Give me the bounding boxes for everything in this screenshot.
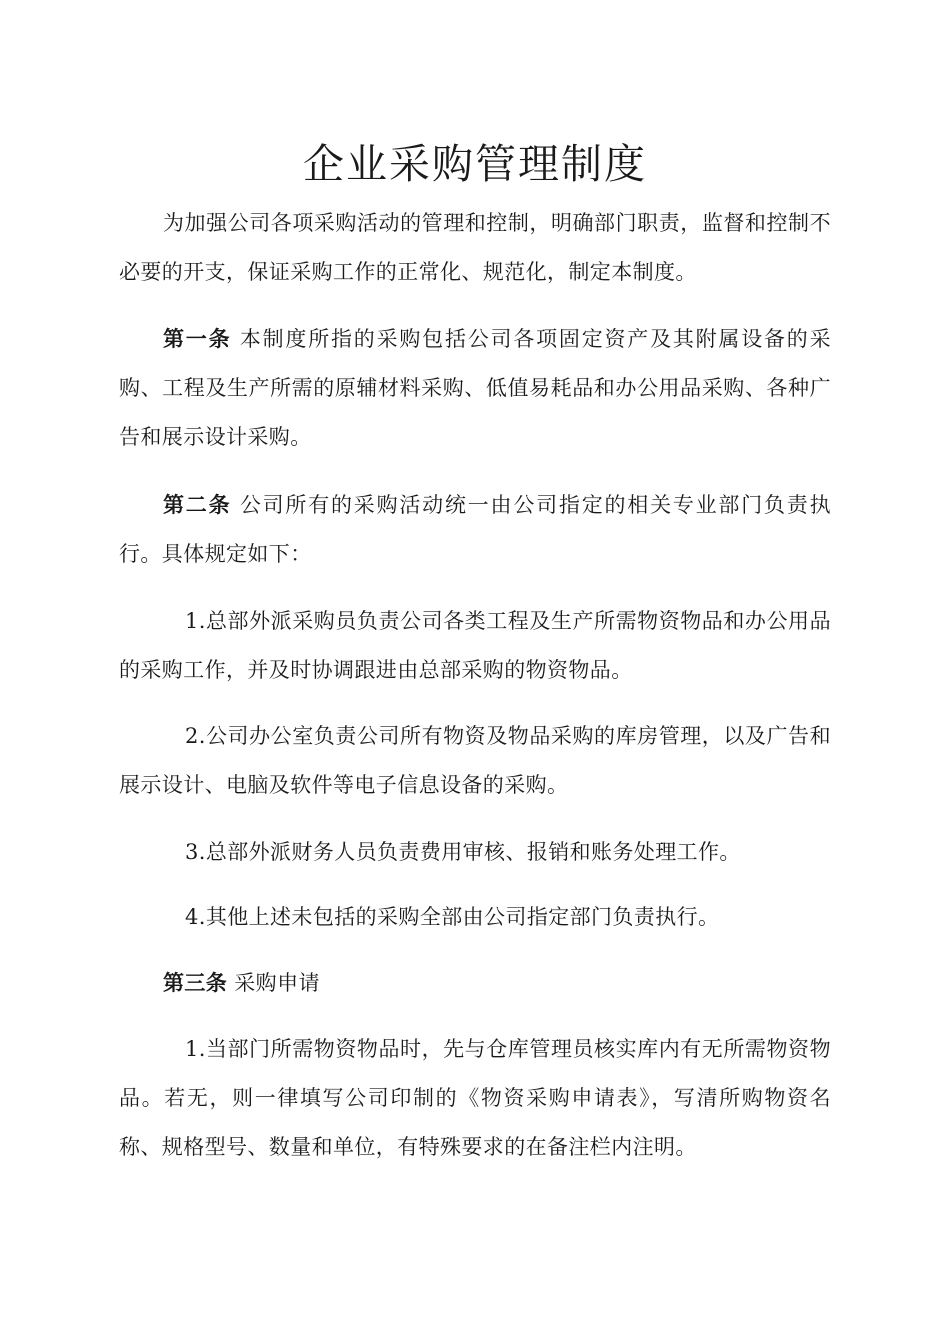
- article-2-item-1: 1.总部外派采购员负责公司各类工程及生产所需物资物品和办公用品的采购工作，并及时协调跟进由总部采购的物资物品。: [119, 609, 831, 682]
- article-2-item-4: 4.其他上述未包括的采购全部由公司指定部门负责执行。: [185, 905, 720, 929]
- article-1-text: 本制度所指的采购包括公司各项固定资产及其附属设备的采购、工程及生产所需的原辅材料采购、低值易耗品和办公用品采购、各种广告和展示设计采购。: [119, 327, 831, 449]
- article-2-item-2: 2.公司办公室负责公司所有物资及物品采购的库房管理，以及广告和展示设计、电脑及软件等电子信息设备的采购。: [119, 724, 831, 797]
- article-3-paragraph: [119, 958, 831, 1008]
- article-2-item-3: 3.总部外派财务人员负责费用审核、报销和账务处理工作。: [185, 840, 741, 864]
- article-3-text: 采购申请: [234, 971, 320, 995]
- document-title: 企业采购管理制度: [303, 140, 647, 188]
- article-2-text: 公司所有的采购活动统一由公司指定的相关专业部门负责执行。具体规定如下：: [119, 493, 831, 566]
- article-2-paragraph: [119, 480, 831, 579]
- article-3-label: 第三条: [163, 970, 228, 995]
- article-1-paragraph: [119, 314, 831, 462]
- article-1-label: 第一条: [163, 326, 232, 351]
- intro-paragraph: 为加强公司各项采购活动的管理和控制，明确部门职责，监督和控制不必要的开支，保证采购工作的正常化、规范化，制定本制度。: [119, 211, 831, 284]
- article-3-item-1: 1.当部门所需物资物品时，先与仓库管理员核实库内有无所需物资物品。若无，则一律填写公司印制的《物资采购申请表》，写清所购物资名称、规格型号、数量和单位，有特殊要求的在备注栏内注明。: [119, 1037, 831, 1159]
- article-2-label: 第二条: [163, 492, 232, 517]
